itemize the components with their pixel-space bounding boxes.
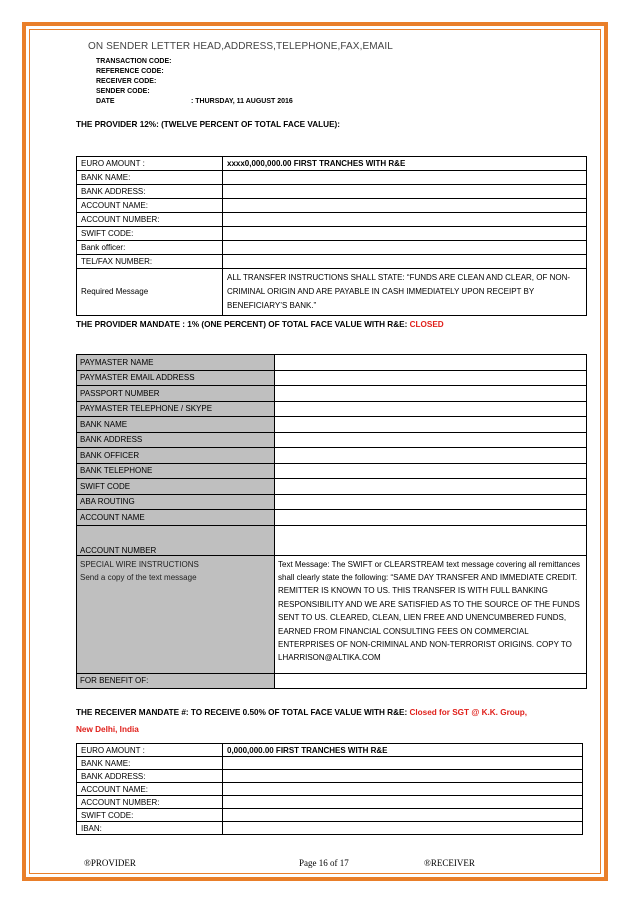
special-wire-label [77,555,275,673]
field-value [275,417,587,433]
table-row [77,479,587,495]
field-label: BANK NAME: [77,757,223,770]
letterhead-title: ON SENDER LETTER HEAD,ADDRESS,TELEPHONE,FAX,EMAIL [88,41,393,52]
field-label: BANK ADDRESS: [77,185,223,199]
special-wire-text: Text Message: The SWIFT or CLEARSTREAM text message covering all remittances shall clearly state the following: “SAME DAY TRANSFER AND IMMEDIATE CREDIT. REMITTER IS KNOWN TO US. THIS TRANSFER IS WITH FULL BANKING RESPONSIBILITY AND WE ARE SATISFIED AS TO THE SOURCE OF THE FUNDS SENT TO US. CLEARED, CLEAN, LIEN FREE AND UNENCUMBERED FUNDS, EARNED FROM FINANCIAL CONSULTING FEES ON COMMERCIAL ENTERPRISES OF NON-CRIMINAL AND NON-TERRORIST ORIGINS. COPY TO LHARRISON@ALTIKA.COM [275,555,587,673]
required-message-text: ALL TRANSFER INSTRUCTIONS SHALL STATE: “FUNDS ARE CLEAN AND CLEAR, OF NON-CRIMINAL ORIGIN AND ARE PAYABLE IN CASH IMMEDIATELY UPON RECEIPT BY BENEFICIARY’S BANK.” [223,269,587,316]
table-row [77,555,587,673]
table-row [77,157,587,171]
field-label: ACCOUNT NAME: [77,783,223,796]
table-row [77,171,587,185]
field-label: BANK NAME: [77,171,223,185]
field-label: ACCOUNT NUMBER: [77,213,223,227]
field-value [275,479,587,495]
table-row [77,494,587,510]
provider-heading: THE PROVIDER 12%: (TWELVE PERCENT OF TOTAL FACE VALUE): [76,120,340,129]
field-value [223,757,583,770]
provider-mandate-heading-text: THE PROVIDER MANDATE : 1% (ONE PERCENT) OF TOTAL FACE VALUE WITH R&E: [76,320,410,329]
table-row [77,744,583,757]
table-row [77,448,587,464]
field-value [275,494,587,510]
receiver-mandate-heading [76,704,527,738]
date-line [96,97,293,107]
field-label: ACCOUNT NAME [77,510,275,526]
table-row [77,227,587,241]
receiver-mandate-heading-text: THE RECEIVER MANDATE #: TO RECEIVE 0.50% OF TOTAL FACE VALUE WITH R&E: [76,708,410,717]
field-value: xxxx0,000,000.00 FIRST TRANCHES WITH R&E [223,157,587,171]
field-label: IBAN: [77,822,223,835]
date-value: : THURSDAY, 11 AUGUST 2016 [191,98,293,105]
code-block [96,57,293,107]
field-value [223,199,587,213]
field-value [223,185,587,199]
table-row [77,770,583,783]
receiver-code-label: RECEIVER CODE: [96,78,157,85]
field-value [223,255,587,269]
date-label: DATE [96,98,115,105]
benefit-label: FOR BENEFIT OF: [77,673,275,689]
field-value [275,448,587,464]
field-value [275,463,587,479]
table-row [77,757,583,770]
field-label: BANK NAME [77,417,275,433]
receiver-table [76,743,583,835]
field-label: BANK TELEPHONE [77,463,275,479]
field-value [275,510,587,526]
field-value [223,809,583,822]
table-row [77,417,587,433]
field-label: PAYMASTER TELEPHONE / SKYPE [77,401,275,417]
table-row [77,255,587,269]
field-value [223,822,583,835]
field-label: BANK OFFICER [77,448,275,464]
field-value [275,386,587,402]
provider-table [76,156,587,316]
field-value [275,432,587,448]
field-label: SWIFT CODE [77,479,275,495]
table-row [77,525,587,555]
field-value [223,783,583,796]
table-row [77,401,587,417]
field-value [275,370,587,386]
table-row [77,822,583,835]
table-row [77,185,587,199]
table-row [77,463,587,479]
field-value [223,770,583,783]
field-label: SWIFT CODE: [77,809,223,822]
table-row [77,510,587,526]
table-row [77,370,587,386]
table-row [77,269,587,316]
footer-provider: ®PROVIDER [84,858,136,868]
provider-mandate-heading [76,320,444,329]
field-value [223,241,587,255]
sender-code-label: SENDER CODE: [96,88,150,95]
field-label: ABA ROUTING [77,494,275,510]
field-value [223,227,587,241]
table-row [77,355,587,371]
account-number-label: ACCOUNT NUMBER [77,525,275,555]
field-label: BANK ADDRESS: [77,770,223,783]
field-value [223,171,587,185]
field-label: Bank officer: [77,241,223,255]
table-row [77,673,587,689]
table-row [77,783,583,796]
field-label: ACCOUNT NUMBER: [77,796,223,809]
field-label: PAYMASTER EMAIL ADDRESS [77,370,275,386]
status-closed: CLOSED [409,320,444,329]
special-wire-label-line1: SPECIAL WIRE INSTRUCTIONS [80,559,199,569]
table-row [77,241,587,255]
field-label: PASSPORT NUMBER [77,386,275,402]
reference-code-label: REFERENCE CODE: [96,68,164,75]
field-label: TEL/FAX NUMBER: [77,255,223,269]
account-number-value [275,525,587,555]
table-row [77,796,583,809]
required-message-label: Required Message [77,269,223,316]
benefit-value [275,673,587,689]
receiver-status-line1: Closed for SGT @ K.K. Group, [409,708,528,717]
field-label: BANK ADDRESS [77,432,275,448]
field-label: PAYMASTER NAME [77,355,275,371]
field-label: SWIFT CODE: [77,227,223,241]
field-label: EURO AMOUNT : [77,157,223,171]
footer-receiver: ®RECEIVER [424,858,475,868]
table-row [77,213,587,227]
field-label: EURO AMOUNT : [77,744,223,757]
table-row [77,199,587,213]
table-row [77,386,587,402]
transaction-code-label: TRANSACTION CODE: [96,58,172,65]
special-wire-label-line2: Send a copy of the text message [80,572,197,582]
table-row [77,432,587,448]
field-value [275,355,587,371]
provider-mandate-table [76,354,587,689]
field-value [223,213,587,227]
footer-page-number: Page 16 of 17 [299,858,349,868]
receiver-status-line2: New Delhi, India [76,725,139,734]
field-value: 0,000,000.00 FIRST TRANCHES WITH R&E [223,744,583,757]
field-label: ACCOUNT NAME: [77,199,223,213]
field-value [275,401,587,417]
field-value [223,796,583,809]
table-row [77,809,583,822]
